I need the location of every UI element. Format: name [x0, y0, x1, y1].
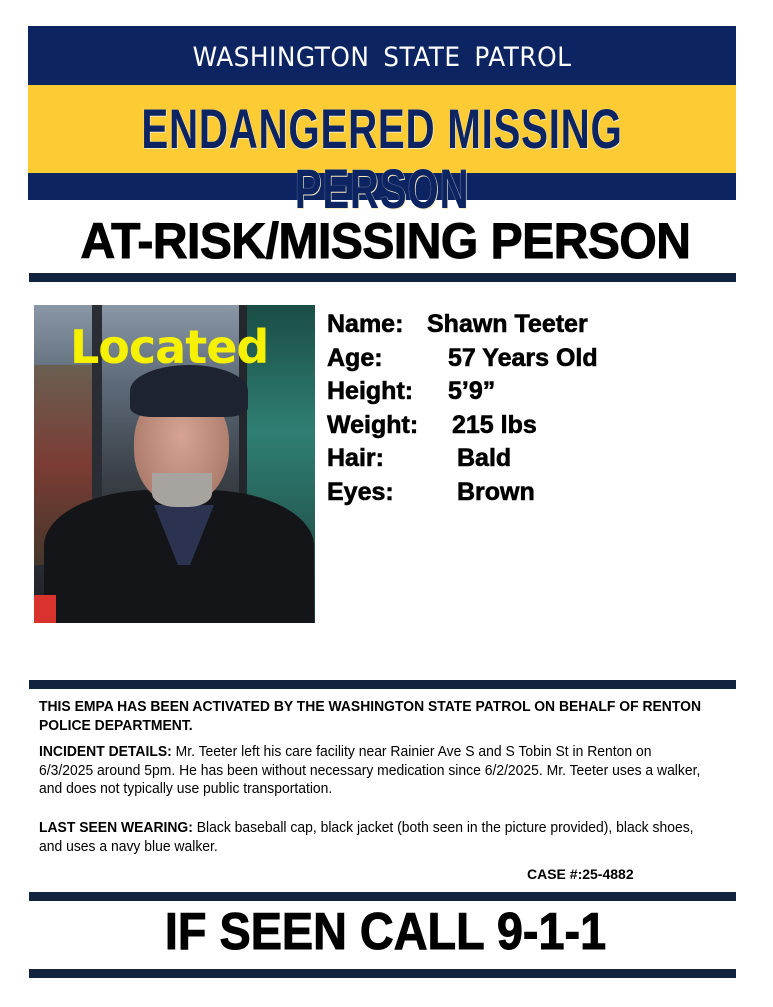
fact-value: 5’9”	[448, 377, 496, 405]
fact-label: Age:	[327, 343, 383, 372]
fact-value: Shawn Teeter	[427, 310, 588, 338]
photo-red-sign	[34, 595, 56, 623]
last-seen-wearing	[39, 819, 701, 856]
fact-label: Weight:	[327, 410, 419, 439]
incident-details-label: INCIDENT DETAILS:	[39, 744, 172, 760]
divider-details	[29, 680, 736, 689]
activation-notice: THIS EMPA HAS BEEN ACTIVATED BY THE WASHINGTON STATE PATROL ON BEHALF OF RENTON POLICE DEPARTMENT.	[39, 699, 702, 734]
call-to-action: IF SEEN CALL 9-1-1	[164, 903, 607, 961]
fact-value: 57 Years Old	[448, 343, 598, 372]
agency-name: WASHINGTON STATE PATROL	[192, 42, 572, 73]
incident-details-text: Mr. Teeter left his care facility near Rainier Ave S and S Tobin St in Renton on 6/3/2025 around 5pm. He has been without necessary medication since 6/2/2025. Mr. Teeter uses a walker, and does not typically use public transportation.	[39, 744, 701, 797]
located-overlay-label: Located	[70, 320, 269, 374]
last-seen-wearing-text: Black baseball cap, black jacket (both seen in the picture provided), black shoes, and uses a navy blue walker.	[39, 820, 694, 855]
last-seen-wearing-label: LAST SEEN WEARING:	[39, 820, 193, 836]
fact-label: Hair:	[327, 444, 384, 472]
divider-top	[29, 273, 736, 282]
fact-value: Bald	[457, 444, 512, 472]
photo-beard	[152, 473, 212, 507]
fact-value: 215 lbs	[452, 410, 537, 439]
fact-label: Height:	[327, 377, 414, 405]
header-banner	[28, 26, 736, 220]
subtitle: AT-RISK/MISSING PERSON	[80, 213, 691, 269]
fact-label: Eyes:	[327, 477, 394, 506]
incident-details	[39, 743, 701, 799]
alert-title-band	[28, 85, 736, 220]
case-number: CASE #:25-4882	[527, 866, 634, 882]
fact-label: Name:	[327, 310, 404, 338]
fact-value: Brown	[457, 477, 535, 506]
divider-cta-top	[29, 892, 736, 901]
person-photo	[34, 305, 315, 623]
alert-title: ENDANGERED MISSING PERSON	[141, 97, 623, 220]
divider-bottom	[29, 969, 736, 978]
